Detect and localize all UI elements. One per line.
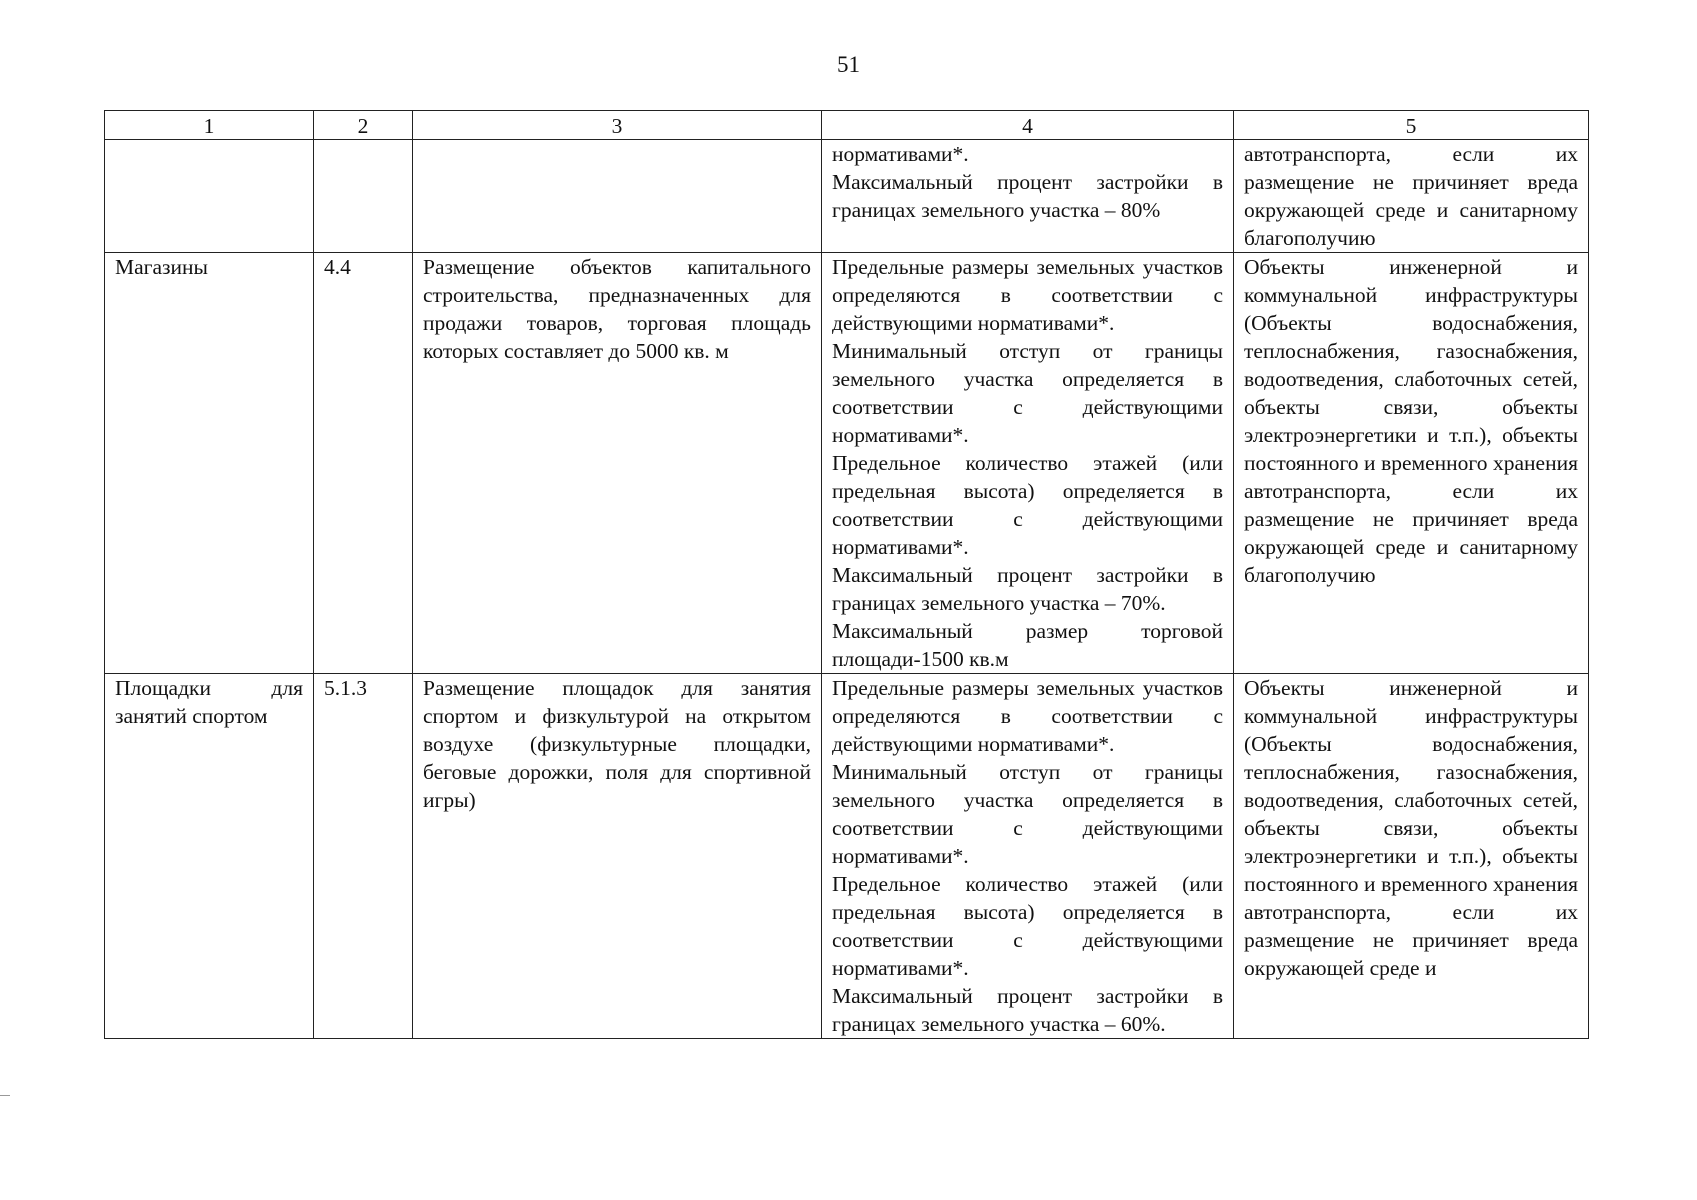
table-row: [105, 140, 1589, 253]
page-number: 51: [837, 52, 860, 77]
column-header-1: 1: [105, 111, 314, 140]
table-row: [105, 674, 1589, 1039]
column-header-5: 5: [1234, 111, 1589, 140]
use-type-description: [413, 140, 822, 253]
use-type-description: Размещение объектов капитального строительства, предназначенных для продажи товаров, торговая площадь которых составляет до 5000 кв. м: [413, 253, 822, 674]
parameter-text: Максимальный процент застройки в границах земельного участка – 60%.: [832, 984, 1223, 1036]
use-type-description: Размещение площадок для занятия спортом и физкультурой на открытом воздухе (физкультурные площадки, беговые дорожки, поля для спортивной игры): [413, 674, 822, 1039]
use-type-code: 5.1.3: [314, 674, 413, 1039]
parameter-text: Минимальный отступ от границы земельного участка определяется в соответствии с действующими нормативами*.: [832, 760, 1223, 868]
auxiliary-uses: автотранспорта, если их размещение не причиняет вреда окружающей среде и санитарному благополучию: [1234, 140, 1589, 253]
parameter-text: нормативами*.: [832, 142, 969, 166]
table-header-row: [105, 111, 1589, 140]
column-header-2: 2: [314, 111, 413, 140]
use-type-name: [105, 140, 314, 253]
parameter-text: Минимальный отступ от границы земельного участка определяется в соответствии с действующими нормативами*.: [832, 339, 1223, 447]
use-type-code: [314, 140, 413, 253]
use-type-code: 4.4: [314, 253, 413, 674]
parameters-cell: [822, 674, 1234, 1039]
auxiliary-uses: Объекты инженерной и коммунальной инфраструктуры (Объекты водоснабжения, теплоснабжения, газоснабжения, водоотведения, слаботочных сетей, объекты связи, объекты электроэнергетики и т.п.), объекты постоянного и временного хранения автотранспорта, если их размещение не причиняет вреда окружающей среде и санитарному благополучию: [1234, 253, 1589, 674]
column-header-4: 4: [822, 111, 1234, 140]
parameter-text: Предельное количество этажей (или предельная высота) определяется в соответствии с действующими нормативами*.: [832, 872, 1223, 980]
parameter-text: Максимальный размер торговой площади-1500 кв.м: [832, 619, 1223, 671]
table-row: [105, 253, 1589, 674]
parameter-text: Предельное количество этажей (или предельная высота) определяется в соответствии с действующими нормативами*.: [832, 451, 1223, 559]
land-use-table: [104, 110, 1589, 1039]
parameters-cell: [822, 140, 1234, 253]
parameter-text: Предельные размеры земельных участков определяются в соответствии с действующими нормативами*.: [832, 255, 1223, 335]
auxiliary-uses: Объекты инженерной и коммунальной инфраструктуры (Объекты водоснабжения, теплоснабжения, газоснабжения, водоотведения, слаботочных сетей, объекты связи, объекты электроэнергетики и т.п.), объекты постоянного и временного хранения автотранспорта, если их размещение не причиняет вреда окружающей среде и: [1234, 674, 1589, 1039]
column-header-3: 3: [413, 111, 822, 140]
parameter-text: Максимальный процент застройки в границах земельного участка – 80%: [832, 170, 1223, 222]
parameter-text: Максимальный процент застройки в границах земельного участка – 70%.: [832, 563, 1223, 615]
parameters-cell: [822, 253, 1234, 674]
parameter-text: Предельные размеры земельных участков определяются в соответствии с действующими нормативами*.: [832, 676, 1223, 756]
use-type-name: Площадки для занятий спортом: [105, 674, 314, 1039]
use-type-name: Магазины: [105, 253, 314, 674]
scan-margin-mark: [0, 1095, 10, 1096]
